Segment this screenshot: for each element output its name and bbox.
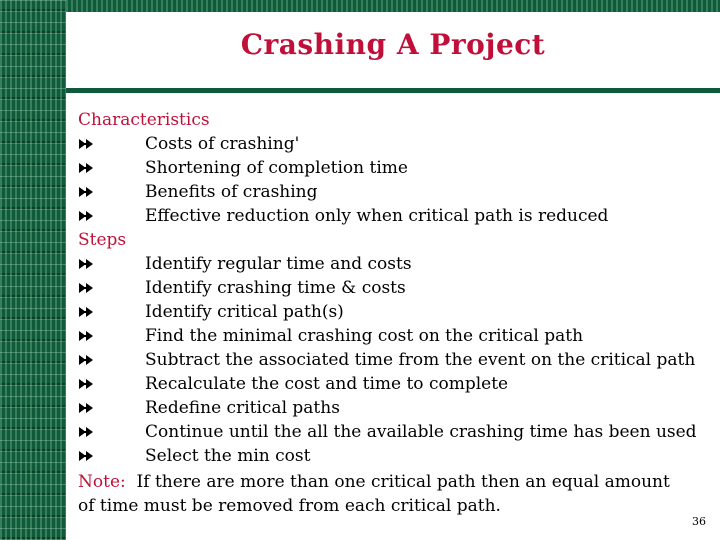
double-arrow-right-icon [78,396,96,420]
list-item [78,180,708,204]
slide-title: Crashing A Project [240,28,546,61]
list-item [78,348,708,372]
list-item-text: Costs of crashing' [145,134,300,154]
list-item [78,300,708,324]
list-item [78,444,708,468]
list-item-text: Continue until the all the available crashing time has been used [145,422,697,442]
list-item-text: Select the min cost [145,446,311,466]
double-arrow-right-icon [78,300,96,324]
double-arrow-right-icon [78,180,96,204]
double-arrow-right-icon [78,324,96,348]
list-item-text: Recalculate the cost and time to complete [145,374,509,394]
list-item [78,252,708,276]
double-arrow-right-icon [78,156,96,180]
list-item [78,372,708,396]
list-item [78,132,708,156]
note-label: Note: [78,472,126,492]
double-arrow-right-icon [78,348,96,372]
page-number: 36 [692,515,706,528]
double-arrow-right-icon [78,444,96,468]
list-item-text: Identify regular time and costs [145,254,412,274]
double-arrow-right-icon [78,132,96,156]
list-item-text: Subtract the associated time from the event on the critical path [145,350,696,370]
list-item-text: Shortening of completion time [145,158,408,178]
top-band-stripes [66,0,720,12]
list-item [78,156,708,180]
list-item-text: Find the minimal crashing cost on the critical path [145,326,584,346]
steps-list [78,252,708,468]
list-item-text: Identify crashing time & costs [145,278,406,298]
double-arrow-right-icon [78,420,96,444]
slide-body [78,108,708,518]
double-arrow-right-icon [78,372,96,396]
list-item [78,396,708,420]
sidebar-highlights [0,0,66,540]
double-arrow-right-icon [78,204,96,228]
section-heading-steps: Steps [78,230,127,250]
list-item [78,420,708,444]
double-arrow-right-icon [78,252,96,276]
list-item [78,276,708,300]
characteristics-list [78,132,708,228]
decorative-sidebar [0,0,66,540]
list-item [78,324,708,348]
note-paragraph [78,470,688,518]
title-divider [66,88,720,93]
list-item-text: Effective reduction only when critical path is reduced [145,206,609,226]
list-item [78,204,708,228]
list-item-text: Benefits of crashing [145,182,318,202]
list-item-text: Redefine critical paths [145,398,340,418]
double-arrow-right-icon [78,276,96,300]
decorative-top-band [66,0,720,12]
note-text: If there are more than one critical path then an equal amount of time must be removed from each critical path. [78,472,670,516]
list-item-text: Identify critical path(s) [145,302,344,322]
section-heading-characteristics: Characteristics [78,110,210,130]
